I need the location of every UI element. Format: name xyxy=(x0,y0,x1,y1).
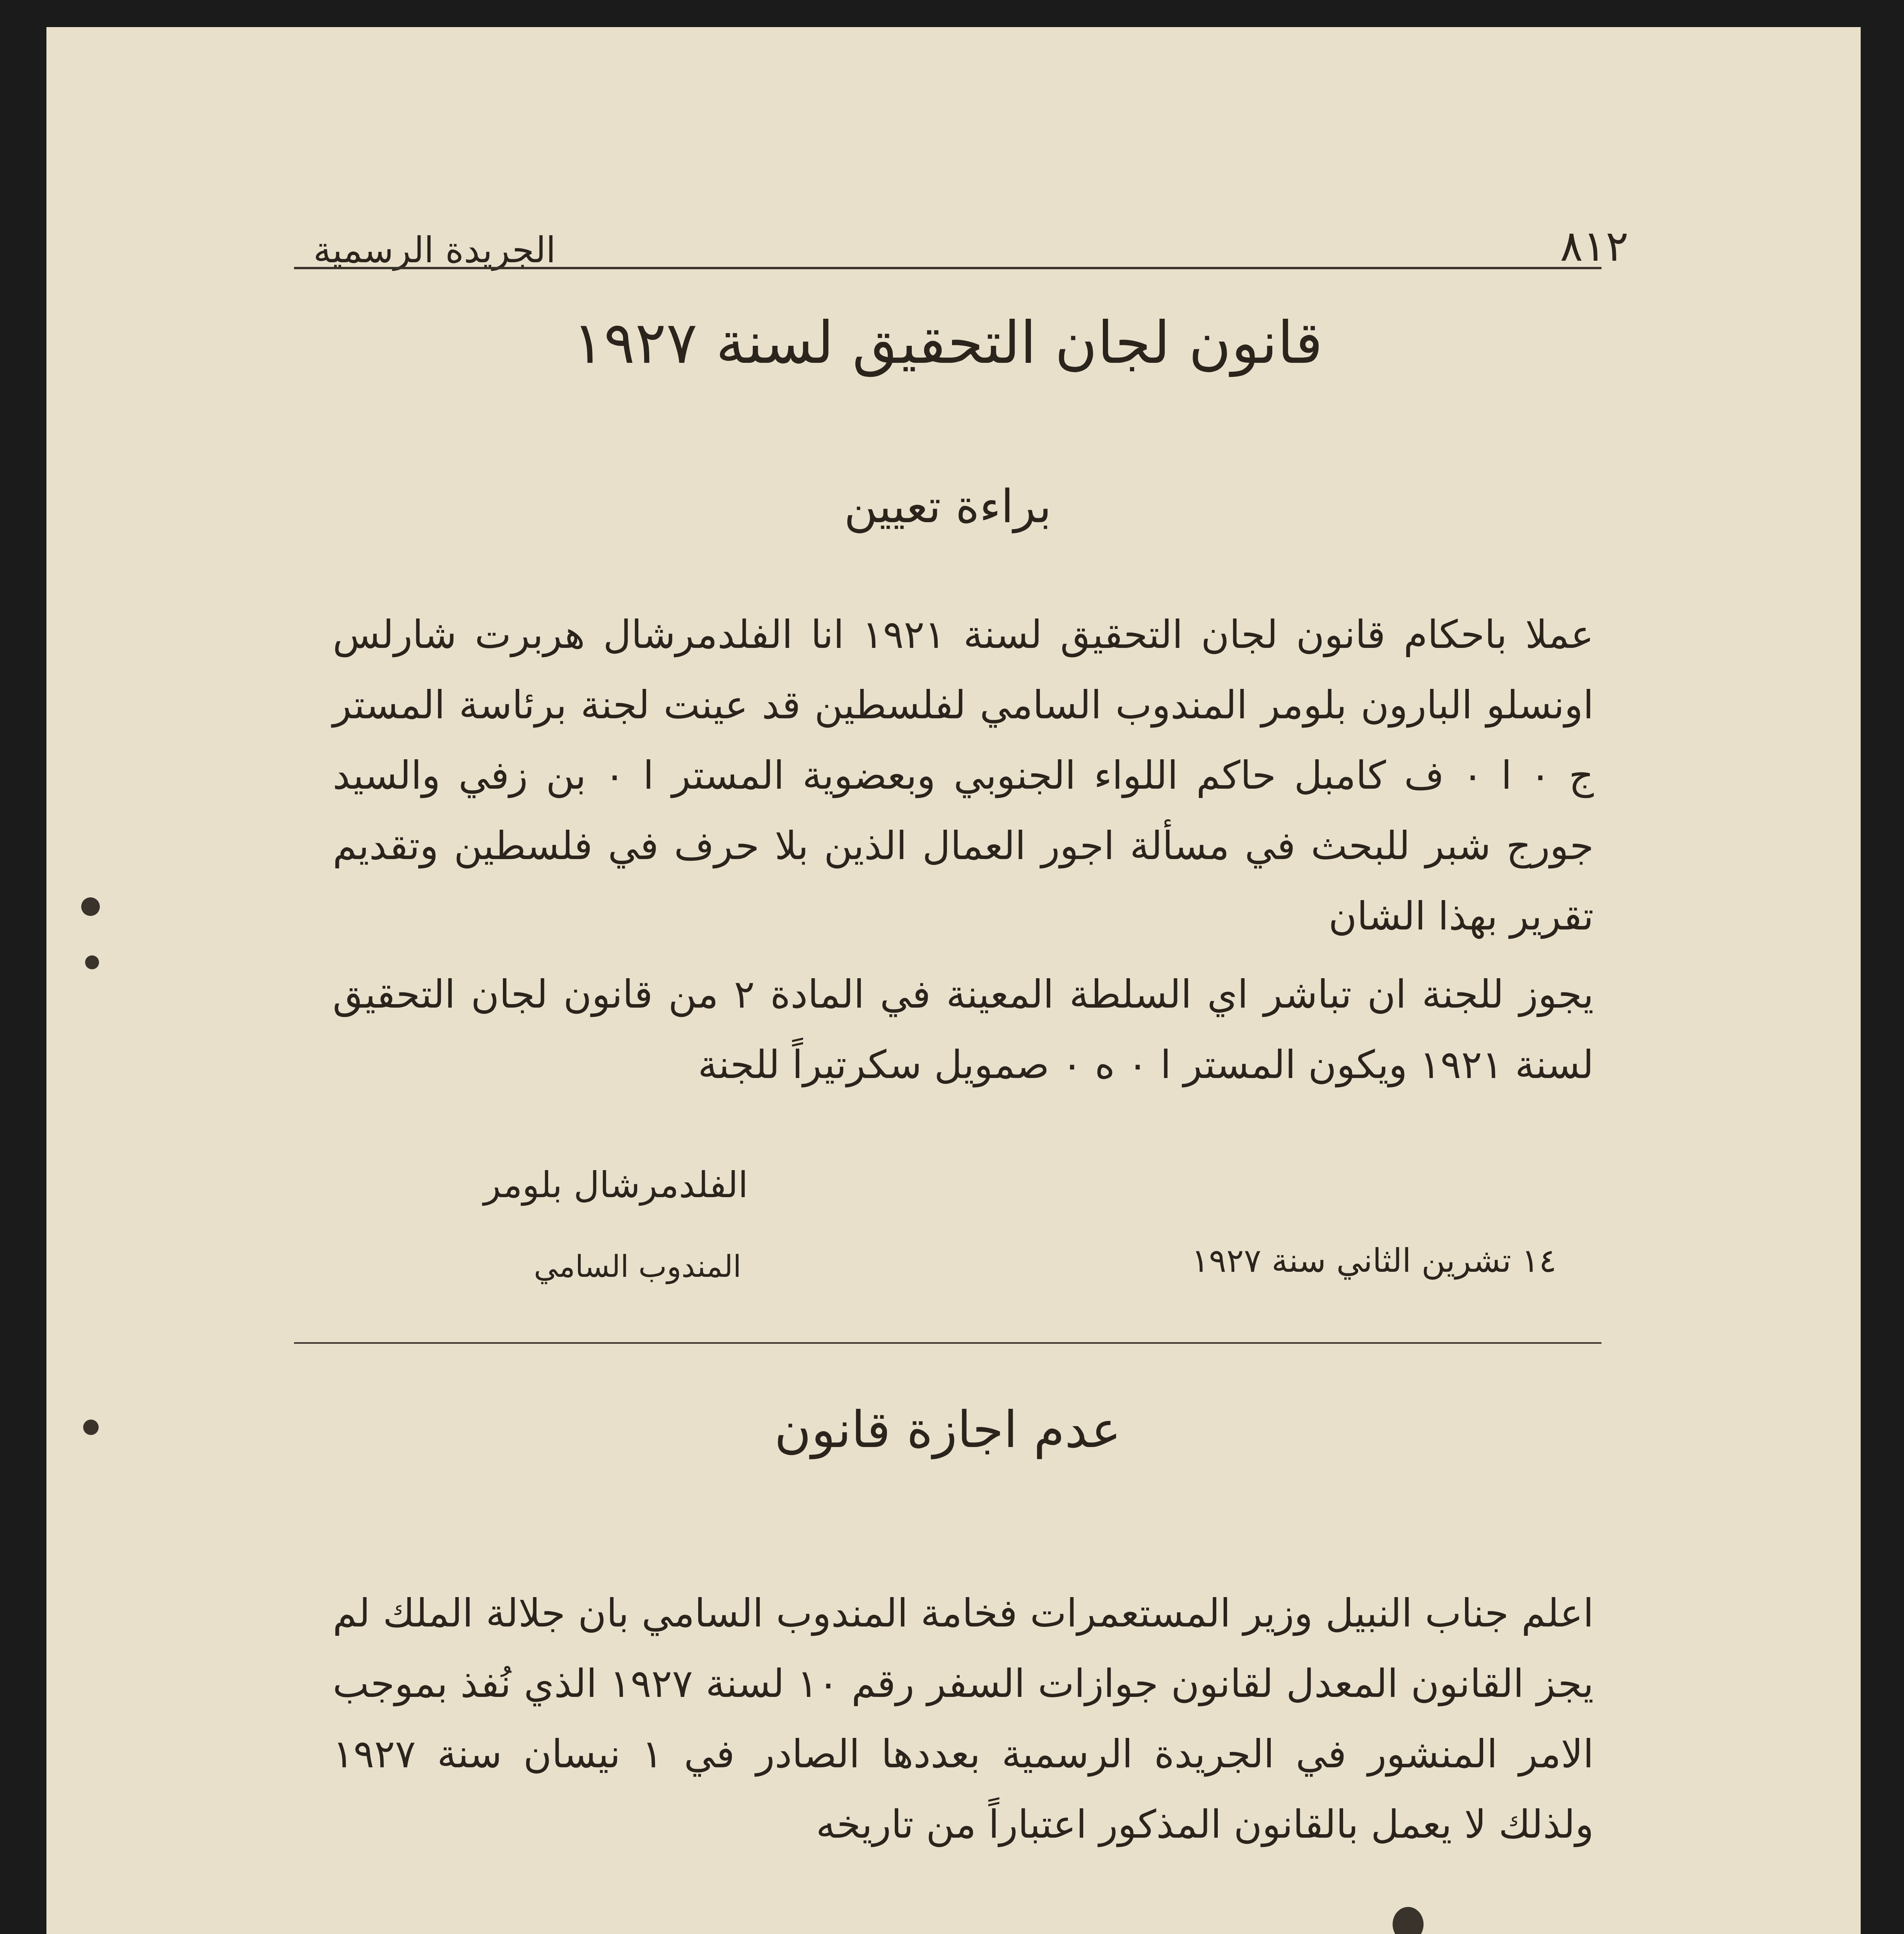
page-number: ٨١٢ xyxy=(1560,221,1629,271)
ink-blot xyxy=(1393,1907,1424,1934)
binding-hole xyxy=(83,1420,99,1435)
section1-date: ١٤ تشرين الثاني سنة ١٩٢٧ xyxy=(1191,1242,1557,1280)
section1-signatory-title: المندوب السامي xyxy=(534,1249,742,1284)
section2-title: عدم اجازة قانون xyxy=(774,1400,1121,1459)
section-divider xyxy=(294,1342,1601,1344)
binding-hole xyxy=(85,955,99,969)
header-rule xyxy=(294,267,1601,269)
section1-paragraph2: يجوز للجنة ان تباشر اي السلطة المعينة في المادة ٢ من قانون لجان التحقيق لسنة ١٩٢١ ويكون المستر ا ٠ ه ٠ صمويل سكرتيراً للجنة xyxy=(333,972,1594,1087)
section1-title: قانون لجان التحقيق لسنة ١٩٢٧ xyxy=(573,309,1323,377)
section2-paragraph: اعلم جناب النبيل وزير المستعمرات فخامة المندوب السامي بان جلالة الملك لم يجز القانون المعدل لقانون جوازات السفر رقم ١٠ لسنة ١٩٢٧ الذي نُفذ بموجب الامر المنشور في الجريدة الرسمية بعددها الصادر في ١ نيسان سنة ١٩٢٧ ولذلك لا يعمل بالقانون المذكور اعتباراً من تاريخه xyxy=(333,1591,1594,1847)
journal-name: الجريدة الرسمية xyxy=(313,229,556,271)
section1-subtitle: براءة تعيين xyxy=(844,480,1052,533)
page-header xyxy=(313,193,1629,271)
section1-signatory-name: الفلدمرشال بلومر xyxy=(484,1164,748,1206)
section1-paragraph1: عملا باحكام قانون لجان التحقيق لسنة ١٩٢١ انا الفلدمرشال هربرت شارلس اونسلو البارون بلومر المندوب السامي لفلسطين قد عينت لجنة برئاسة المستر ج ٠ ا ٠ ف كامبل حاكم اللواء الجنوبي وبعضوية المستر ا ٠ بن زفي والسيد جورج شبر للبحث في مسألة اجور العمال الذين بلا حرف في فلسطين وتقديم تقرير بهذا الشان xyxy=(333,612,1594,939)
binding-hole xyxy=(81,897,100,916)
